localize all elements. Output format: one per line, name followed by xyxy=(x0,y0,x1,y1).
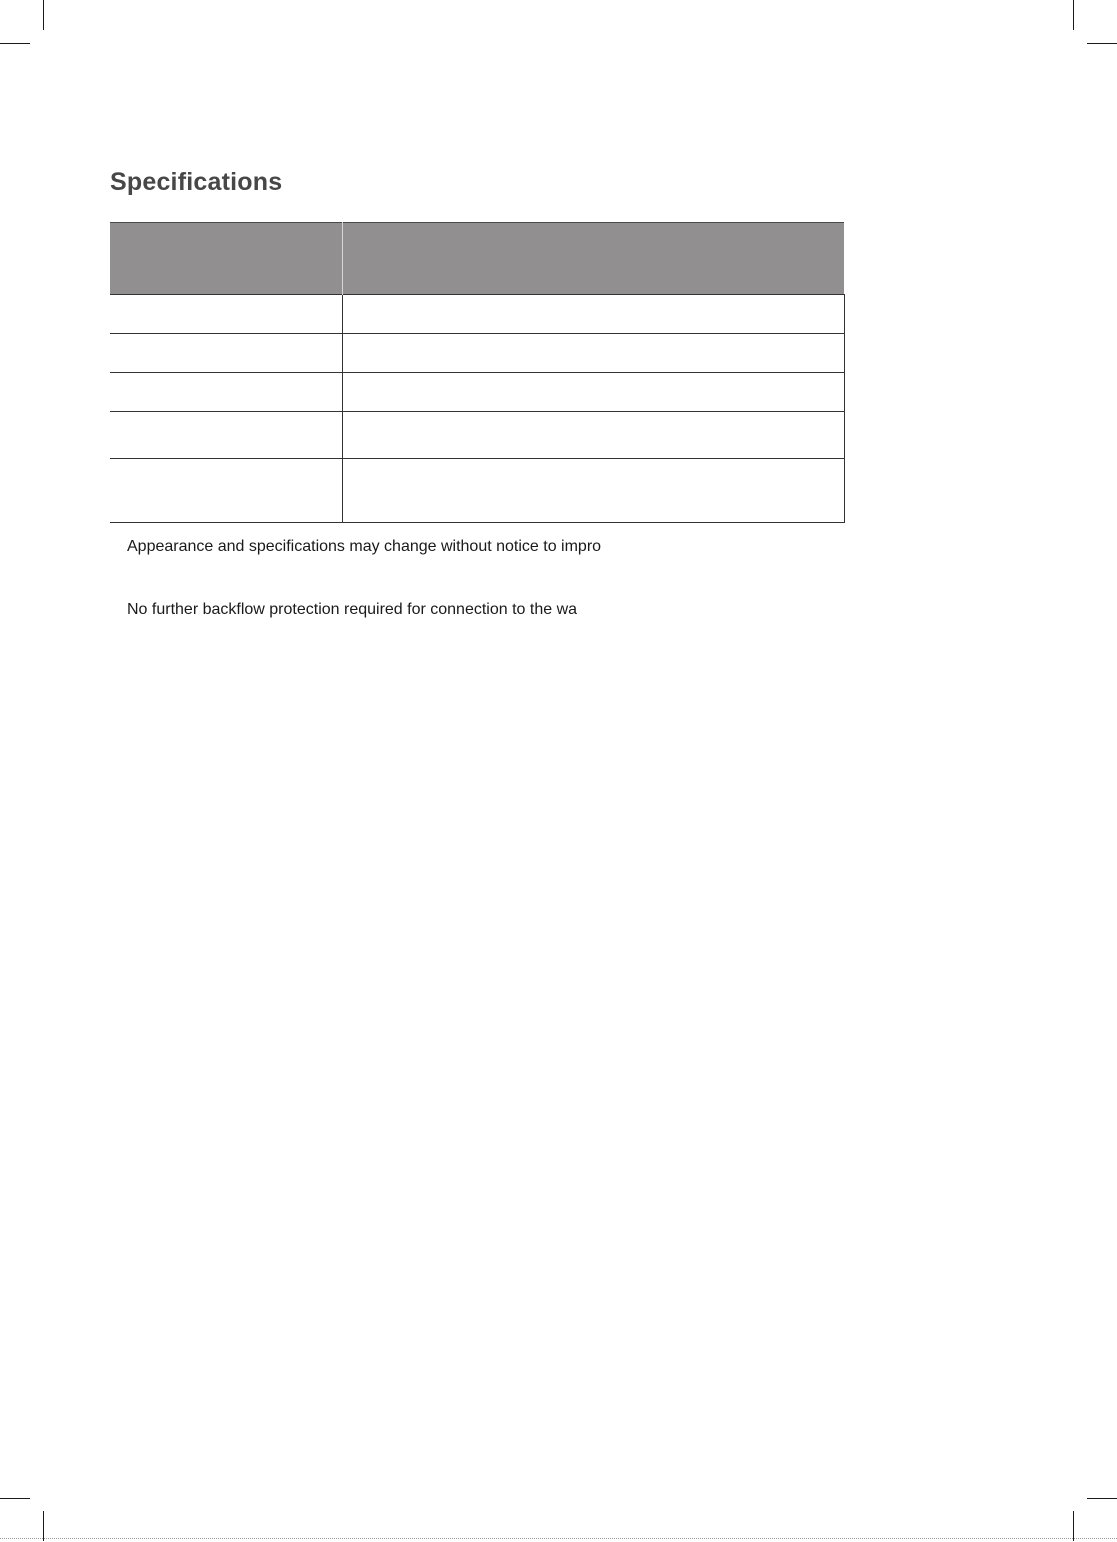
table-header-cell xyxy=(110,223,342,295)
crop-mark-top-right-vertical xyxy=(1073,0,1074,30)
table-row xyxy=(110,373,844,412)
page-title: Specifications xyxy=(110,168,283,196)
crop-mark-bottom-right-vertical xyxy=(1073,1511,1074,1541)
footnote-backflow: No further backflow protection required for connection to the wa xyxy=(127,601,578,618)
crop-mark-bottom-left-horizontal xyxy=(0,1498,30,1499)
page-trim-edge xyxy=(0,1538,1117,1539)
table-cell-label xyxy=(110,459,342,523)
table-row xyxy=(110,412,844,459)
table-cell-label xyxy=(110,334,342,373)
crop-mark-top-left-horizontal xyxy=(0,43,30,44)
crop-mark-top-right-horizontal xyxy=(1087,43,1117,44)
table-cell-value xyxy=(342,295,844,334)
table-cell-value xyxy=(342,459,844,523)
table-row xyxy=(110,295,844,334)
crop-mark-bottom-right-horizontal xyxy=(1087,1498,1117,1499)
table-cell-value xyxy=(342,334,844,373)
table-cell-label xyxy=(110,412,342,459)
table-cell-label xyxy=(110,373,342,412)
table-cell-value xyxy=(342,412,844,459)
table-header-row xyxy=(110,223,844,295)
crop-mark-top-left-vertical xyxy=(43,0,44,30)
table-cell-value xyxy=(342,373,844,412)
crop-mark-bottom-left-vertical xyxy=(43,1511,44,1541)
footnote-appearance: Appearance and specifications may change without notice to impro xyxy=(127,538,602,555)
specifications-table xyxy=(110,222,845,523)
table-header-cell xyxy=(342,223,844,295)
table-row xyxy=(110,459,844,523)
table-row xyxy=(110,334,844,373)
table-cell-label xyxy=(110,295,342,334)
